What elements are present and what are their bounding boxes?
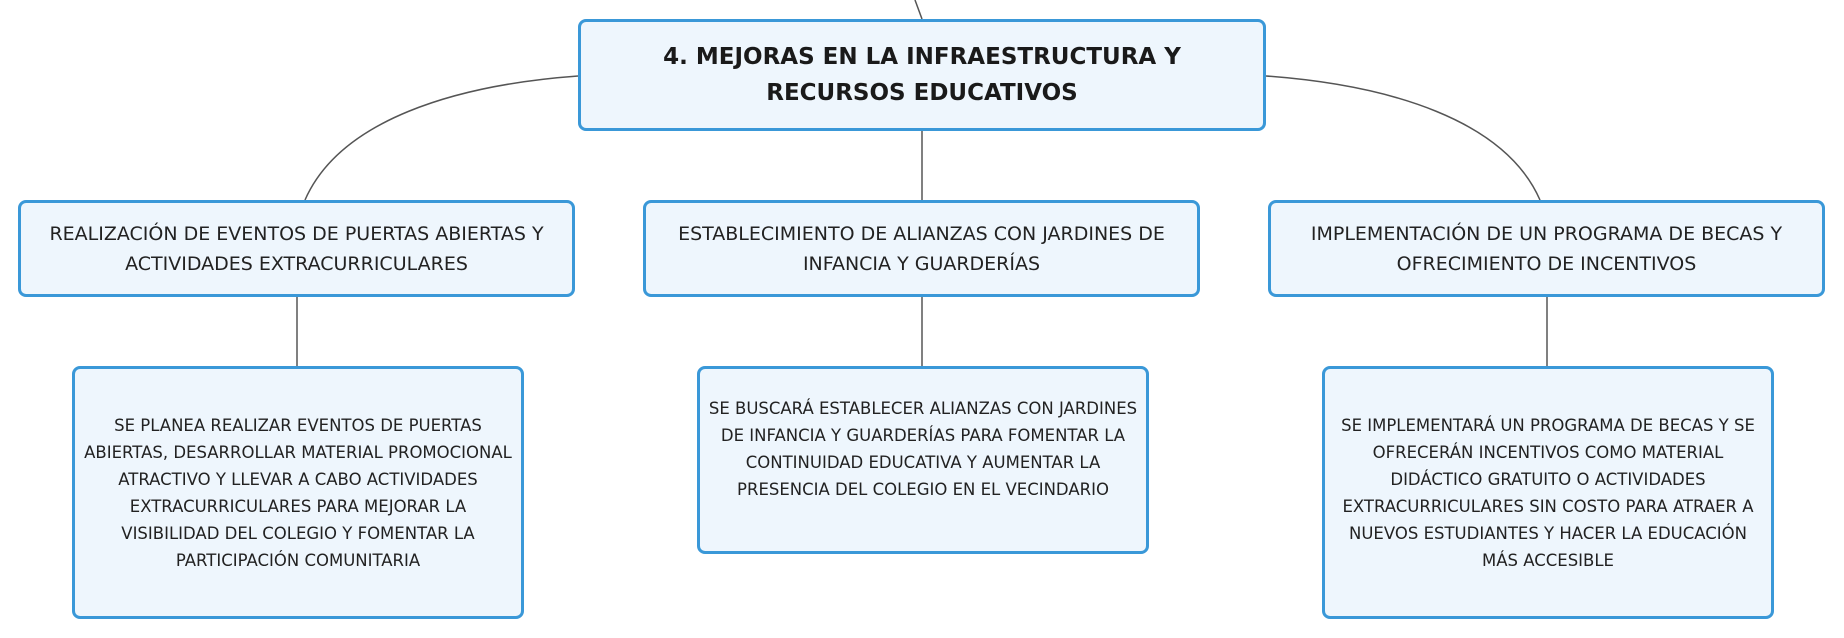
detail-text: SE PLANEA REALIZAR EVENTOS DE PUERTAS ABIERTAS, DESARROLLAR MATERIAL PROMOCIONAL ATRACTIVO Y LLEVAR A CABO ACTIVIDADES EXTRACURRICULARES PARA MEJORAR LA VISIBILIDAD DEL COLEGIO Y FOMENTAR LA PARTICIPACIÓN COMUNITARIA [84, 415, 512, 570]
branch-node-open-house-events[interactable] [18, 200, 575, 297]
branch-label: IMPLEMENTACIÓN DE UN PROGRAMA DE BECAS Y OFRECIMIENTO DE INCENTIVOS [1310, 222, 1783, 275]
branch-node-kindergarten-alliances[interactable] [643, 200, 1200, 297]
connector-main-to-branch-3 [1266, 76, 1540, 200]
branch-node-scholarship-program[interactable] [1268, 200, 1825, 297]
branch-label: REALIZACIÓN DE EVENTOS DE PUERTAS ABIERTAS Y ACTIVIDADES EXTRACURRICULARES [49, 222, 544, 275]
main-topic-label: 4. MEJORAS EN LA INFRAESTRUCTURA Y RECURSOS EDUCATIVOS [663, 44, 1181, 106]
branch-label: ESTABLECIMIENTO DE ALIANZAS CON JARDINES DE INFANCIA Y GUARDERÍAS [678, 222, 1165, 275]
detail-text: SE IMPLEMENTARÁ UN PROGRAMA DE BECAS Y SE OFRECERÁN INCENTIVOS COMO MATERIAL DIDÁCTICO GRATUITO O ACTIVIDADES EXTRACURRICULARES SIN COSTO PARA ATRAER A NUEVOS ESTUDIANTES Y HACER LA EDUCACIÓN MÁS ACCESIBLE [1341, 415, 1755, 570]
connector-parent-to-main [915, 0, 922, 19]
detail-node-open-house-events[interactable] [72, 366, 524, 619]
detail-text: SE BUSCARÁ ESTABLECER ALIANZAS CON JARDINES DE INFANCIA Y GUARDERÍAS PARA FOMENTAR LA CONTINUIDAD EDUCATIVA Y AUMENTAR LA PRESENCIA DEL COLEGIO EN EL VECINDARIO [708, 399, 1138, 499]
connector-main-to-branch-1 [305, 76, 578, 200]
main-topic-node[interactable] [578, 19, 1266, 131]
detail-node-kindergarten-alliances[interactable] [697, 366, 1149, 554]
detail-node-scholarship-program[interactable] [1322, 366, 1774, 619]
